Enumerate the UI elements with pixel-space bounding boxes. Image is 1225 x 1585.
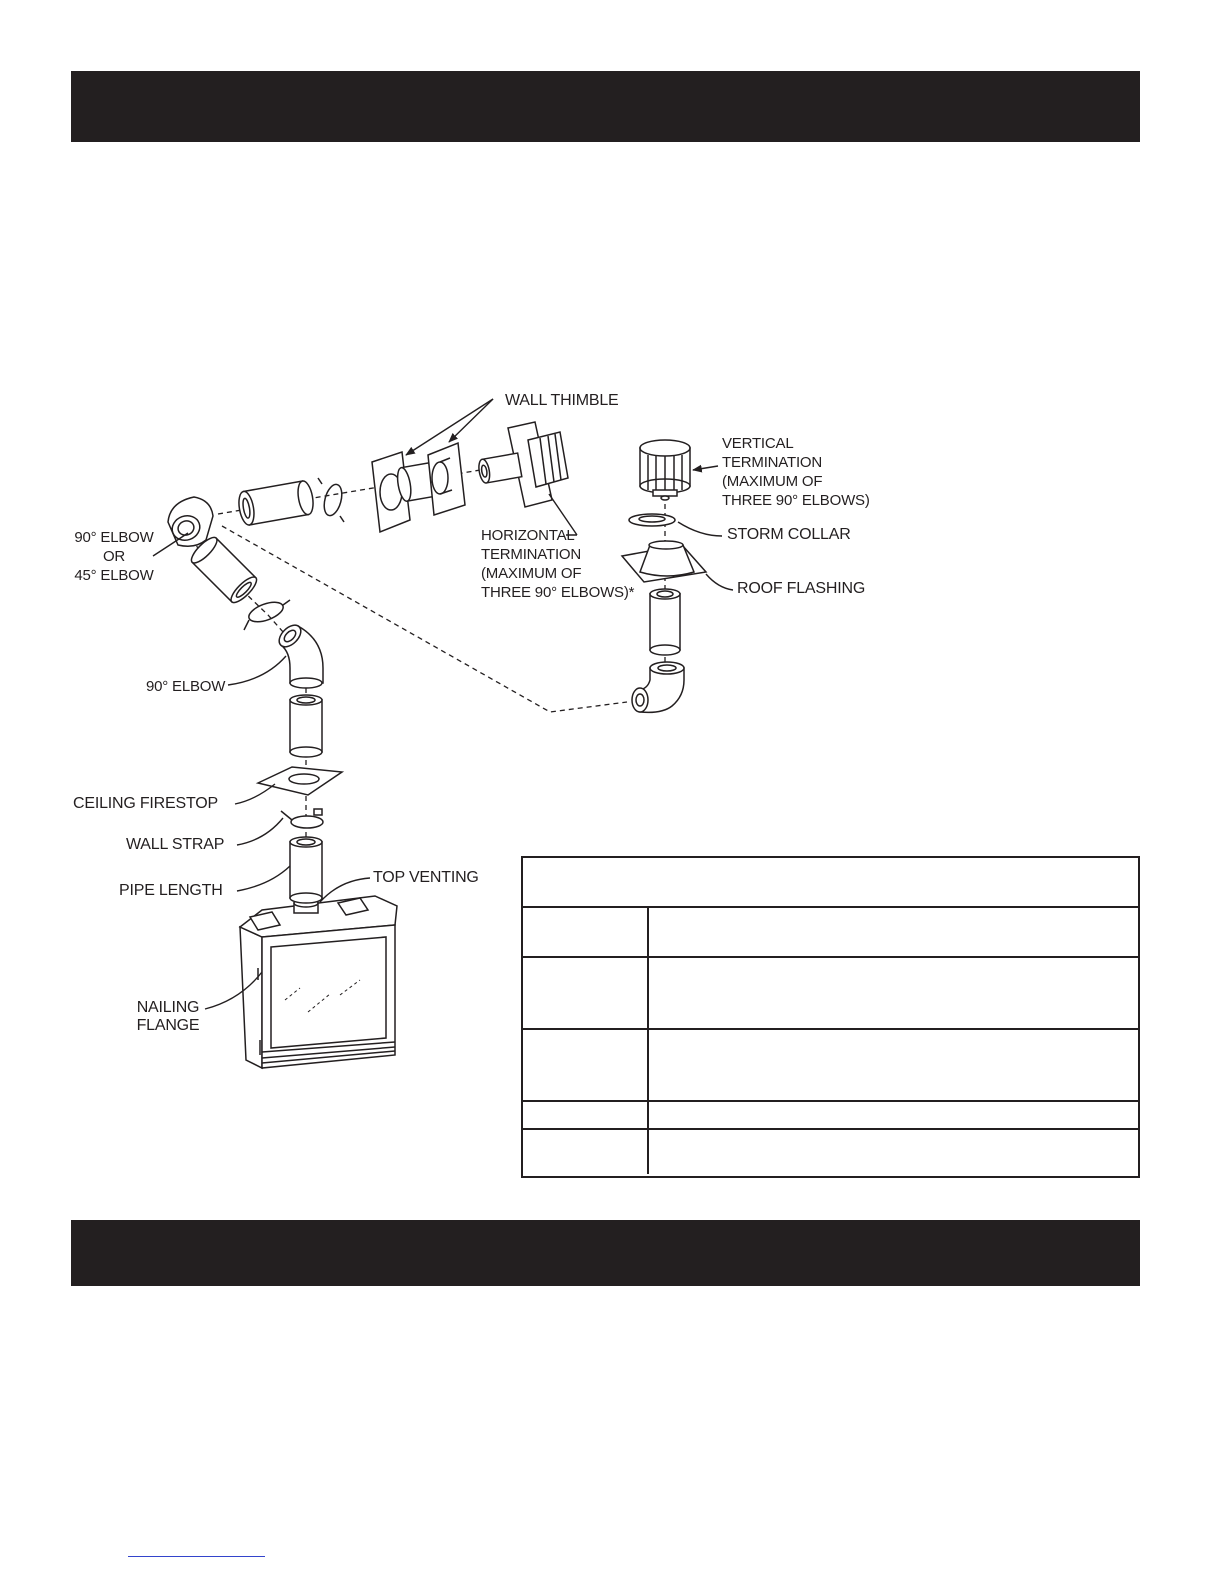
wall-thimble-outer bbox=[428, 443, 465, 515]
roof-flashing bbox=[622, 541, 706, 582]
table-cell bbox=[523, 958, 649, 1028]
label-line: 90° ELBOW bbox=[74, 529, 154, 546]
label-top-venting: TOP VENTING bbox=[373, 869, 479, 886]
label-line: VERTICAL bbox=[722, 435, 794, 452]
pipe-section bbox=[290, 695, 322, 757]
label-elbow-90: 90° ELBOW bbox=[146, 678, 226, 695]
label-horizontal-termination bbox=[481, 526, 634, 602]
label-wall-thimble: WALL THIMBLE bbox=[505, 392, 619, 409]
table-header-row bbox=[523, 858, 1138, 906]
wall-strap bbox=[281, 809, 323, 828]
table-row bbox=[523, 1100, 1138, 1128]
pipe-vertical-right bbox=[650, 589, 680, 655]
table-cell bbox=[523, 1130, 649, 1174]
label-line: FLANGE bbox=[136, 1017, 200, 1034]
storm-collar bbox=[629, 514, 675, 526]
elbow-90-right bbox=[632, 662, 684, 712]
table-cell bbox=[523, 1102, 649, 1128]
label-pipe-length: PIPE LENGTH bbox=[119, 882, 223, 899]
label-storm-collar: STORM COLLAR bbox=[727, 526, 851, 543]
label-roof-flashing: ROOF FLASHING bbox=[737, 580, 866, 597]
table-row bbox=[523, 1128, 1138, 1174]
label-line: OR bbox=[102, 548, 126, 565]
table-row bbox=[523, 906, 1138, 956]
pipe-length bbox=[290, 837, 322, 903]
horizontal-termination bbox=[477, 422, 568, 507]
table-cell bbox=[649, 908, 1138, 956]
pipe-clamp bbox=[244, 598, 290, 630]
table-cell bbox=[649, 1102, 1138, 1128]
label-line: THREE 90° ELBOWS)* bbox=[481, 584, 635, 601]
pipe-horizontal bbox=[237, 480, 316, 526]
fireplace bbox=[240, 896, 397, 1068]
label-line: 45° ELBOW bbox=[74, 567, 154, 584]
table-cell bbox=[649, 1030, 1138, 1100]
elbow-90-or-45-upper bbox=[168, 497, 213, 546]
ceiling-firestop bbox=[258, 767, 342, 795]
table-cell bbox=[523, 908, 649, 956]
label-line: (MAXIMUM OF bbox=[481, 565, 582, 582]
label-ceiling-firestop: CEILING FIRESTOP bbox=[73, 795, 218, 812]
label-line: (MAXIMUM OF bbox=[722, 473, 823, 490]
venting-table bbox=[521, 856, 1140, 1178]
hyperlink-underline[interactable] bbox=[128, 1556, 265, 1557]
label-line: NAILING bbox=[136, 999, 200, 1016]
pipe-clamp bbox=[318, 478, 345, 522]
section-header-bar bbox=[71, 1220, 1140, 1286]
label-nailing-flange bbox=[118, 999, 218, 1035]
label-wall-strap: WALL STRAP bbox=[126, 836, 225, 853]
table-row bbox=[523, 1028, 1138, 1100]
table-cell bbox=[649, 958, 1138, 1028]
table-cell bbox=[523, 1030, 649, 1100]
label-vertical-termination bbox=[722, 434, 870, 510]
label-line: HORIZONTAL bbox=[481, 527, 575, 544]
table-row bbox=[523, 956, 1138, 1028]
label-line: TERMINATION bbox=[481, 546, 582, 563]
label-line: THREE 90° ELBOWS) bbox=[722, 492, 870, 509]
label-elbow-90-or-45 bbox=[64, 528, 164, 585]
vertical-termination bbox=[640, 440, 690, 500]
label-line: TERMINATION bbox=[722, 454, 823, 471]
table-cell bbox=[649, 1130, 1138, 1174]
